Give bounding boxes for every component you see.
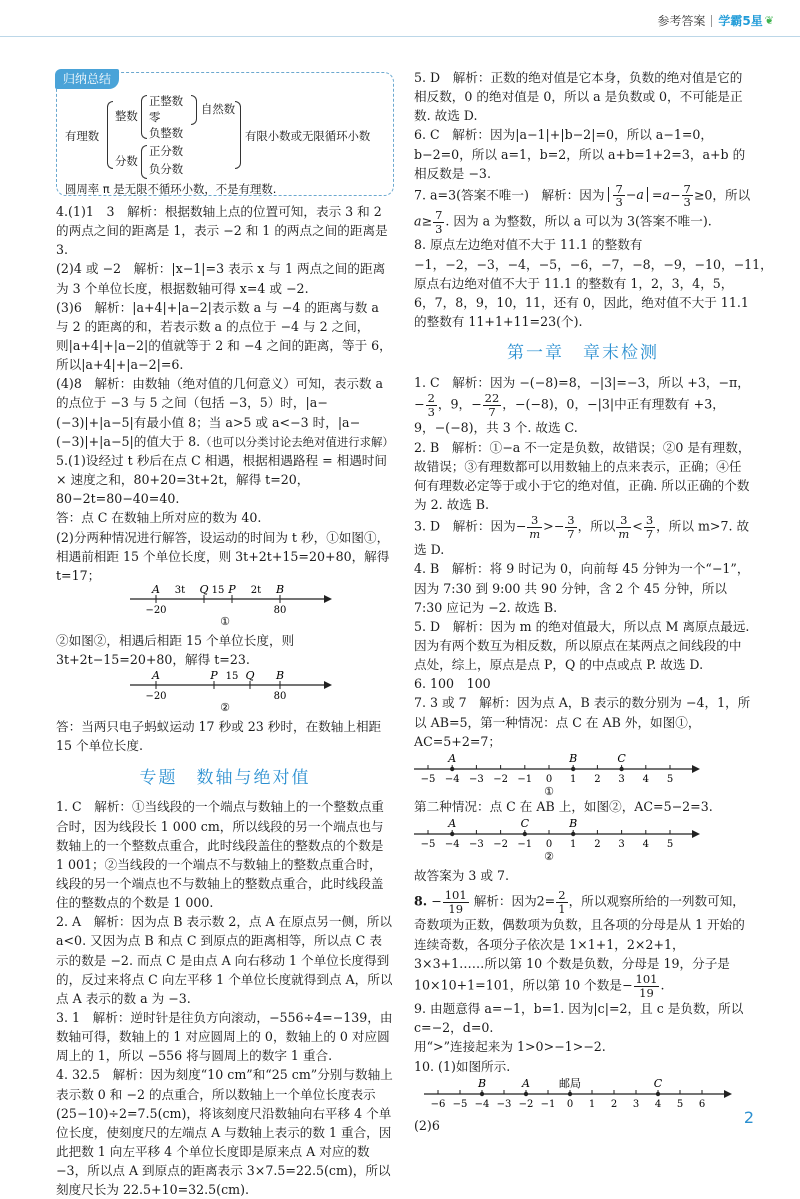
c10f-tick-label: 4 — [654, 1098, 662, 1110]
tree-finite: 有限小数或无限循环小数 — [245, 129, 371, 143]
chapter-answer-2: 2. B 解析：①−a 不一定是负数，故错误；②0 是有理数，故错误；③有理数都可以用数轴上的点来表示，正确；④任何有理数必定等于或小于它的绝对值，正确. 所以正确的个数为 2. 故选 B. — [414, 439, 751, 512]
c7f1-tick-label: −5 — [420, 773, 436, 785]
topic-answer-2: 2. A 解析：因为点 B 表示数 2，点 A 在原点另一侧，所以 a<0. 又因为点 B 和点 C 到原点的距离相等，所以点 C 表示的数是 −2. 而点 C 是由点 A 向右移动 1 个单位长度得到的，反过来将点 C 向左平移 1 个单位长度就得到点 A，所以点 A 表示的数 a 为 −3. — [56, 914, 393, 1006]
c7f2-tick-label: −3 — [469, 839, 484, 851]
header-label: 参考答案 — [657, 13, 706, 28]
chapter-title: 第一章 章末检测 — [507, 343, 659, 364]
page-header — [657, 10, 774, 32]
c10-figure — [414, 1076, 752, 1116]
answer-5-1: 5.(1)设经过 t 秒后在点 C 相遇，根据相遇路程 = 相遇时间 × 速度之和，80+20=3t+2t，解得 t=20，80−2t=80−40=40. — [56, 453, 387, 507]
answer-4-1: 4.(1)1 3 解析：根据数轴上点的位置可知，表示 3 和 2 的两点之间的距离是 1，表示 −2 和 1 的两点之间的距离是 3. — [56, 204, 388, 258]
c10f-tick-label: 1 — [588, 1098, 596, 1110]
frac-7-3: $\frac{7}{3}$ — [615, 181, 623, 210]
answer-4-4-note: （也可以分类讨论去绝对值进行求解） — [200, 434, 394, 449]
c7f1-arrow — [692, 765, 700, 773]
fig1-value-a: −20 — [145, 605, 167, 616]
tree-brace-right — [235, 101, 241, 169]
c7f2-tick-label: −5 — [420, 839, 436, 851]
c10f-tick-label: −2 — [518, 1098, 534, 1110]
fig1-value-b: 80 — [273, 605, 287, 616]
c10f-tick-label: 2 — [610, 1098, 618, 1110]
c7f1-tick-label: 2 — [594, 773, 601, 785]
left-column — [56, 68, 394, 1199]
c10f-point — [480, 1092, 484, 1096]
c7f2-point — [450, 832, 454, 836]
answer-4-2: (2)4 或 −2 解析：|x−1|=3 表示 x 与 1 两点之间的距离为 3 个单位长度，根据数轴可得 x=4 或 −2. — [56, 261, 386, 296]
right-column — [414, 68, 773, 1135]
c10f-tick-label: −4 — [474, 1098, 490, 1110]
frac-101-19-b: $\frac{101}{19}$ — [635, 971, 658, 1000]
c10f-point-label: C — [653, 1076, 663, 1090]
fig2-value-b: 80 — [273, 691, 287, 703]
fig2-value-a: −20 — [145, 691, 167, 703]
fig1-label-p: P — [228, 583, 236, 596]
chapter-answer-1-mid: ，9， — [437, 396, 472, 412]
c7f1-point-label: B — [569, 751, 578, 765]
tree-fraction: 分数 — [115, 154, 138, 168]
chapter-answer-7c: 故答案为 3 或 7. — [414, 868, 510, 884]
answer-r7-tail: . 因为 a 为整数，所以 a 可以为 3(答案不唯一). — [445, 213, 712, 229]
c7f1-point — [619, 767, 623, 771]
header-brand: 学霸5星 — [718, 13, 763, 28]
fig1-label-b: B — [275, 583, 285, 596]
tree-brace-fraction — [141, 145, 147, 179]
c10f-tick-label: 6 — [698, 1098, 706, 1110]
c7f2-tick-label: 0 — [545, 839, 553, 851]
tree-pos-frac: 正分数 — [149, 144, 184, 158]
tree-brace-natural — [191, 95, 197, 125]
c7f2-tick-label: −1 — [517, 839, 533, 851]
tree-brace-main — [107, 101, 113, 169]
answer-5-2: (2)分两种情况进行解答，设运动的时间为 t 秒，①如图①，相遇前相距 15 个单位长度，则 3t+2t+15=20+80，解得 t=17； — [56, 529, 390, 583]
topic-answer-3: 3. 1 解析：逆时针是往负方向滚动，−556÷4=−139，由数轴可得，数轴上的 1 对应圆周上的 0，数轴上的 0 对应圆周上的 1，所以 −556 将与圆周上的数字 1 重合. — [56, 1009, 393, 1064]
tree-pi-note: 圆周率 π 是无限不循环小数，不是有理数. — [65, 182, 277, 196]
fig2-label-a: A — [152, 669, 160, 683]
tree-brace-integer — [141, 95, 147, 139]
frac-101-19: $\frac{101}{19}$ — [444, 888, 467, 916]
tree-neg-frac: 负分数 — [149, 162, 184, 176]
chapter-answer-7b: 第二种情况：点 C 在 AB 上，如图②，AC=5−2=3. — [414, 798, 713, 814]
fig2-label-p: P — [210, 669, 218, 683]
tree-zero: 零 — [149, 110, 161, 124]
c10f-tick-label: 5 — [676, 1098, 684, 1110]
answer-r7-lead: 7. a=3(答案不唯一) 解析：因为 — [414, 187, 605, 203]
c10f-point-label: B — [477, 1076, 487, 1090]
chapter-answer-7: 7. 3 或 7 解析：因为点 A，B 表示的数分别为 −4，1，所以 AB=5，第一种情况：点 C 在 AB 外，如图①，AC=5+2=7； — [414, 695, 751, 749]
answer-5-1-conclusion: 答：点 C 在数轴上所对应的数为 40. — [56, 510, 262, 526]
figure-2-number-line — [56, 669, 394, 715]
c10f-point — [568, 1092, 572, 1096]
c7f2-point — [523, 832, 527, 836]
c7f2-tick-label: 1 — [570, 839, 577, 851]
tree-natural: 自然数 — [201, 102, 236, 116]
fig2-label-q: Q — [245, 669, 255, 683]
topic-answer-1: 1. C 解析：①当线段的一个端点与数轴上的一个整数点重合时，因为线段长 1 000 cm，所以线段的另一个端点也与数轴上的一个整数点重合，此时线段盖住的整数点的个数是 1 001；②当线段的一个端点不与数轴上的整数点重合时，线段的另一个端点也不与数轴上的整数点重合，此时线段盖住的整数点的个数是 1 000. — [56, 799, 384, 911]
chapter-answer-3-lead: 3. D 解析：因为 — [414, 518, 516, 534]
c7f2-tick-label: −4 — [444, 839, 460, 851]
fig1-arrow — [324, 595, 332, 603]
chapter-answer-3-mid: ，所以 — [577, 518, 616, 534]
frac-3-7: $\frac{3}{7}$ — [567, 513, 575, 541]
c7f2-tick-label: 2 — [594, 839, 601, 851]
answer-5-3: ②如图②，相遇后相距 15 个单位长度，则 3t+2t−15=20+80，解得 t=23. — [56, 633, 295, 668]
figure-1-number-line — [56, 583, 394, 628]
tree-neg-int: 负整数 — [149, 126, 184, 140]
fig1-label-3t: 3t — [174, 585, 186, 596]
answer-r6: 6. C 解析：因为|a−1|+|b−2|=0，所以 a−1=0，b−2=0，所以 a=1，b=2，所以 a+b=1+2=3，a+b 的相反数是 −3. — [414, 127, 746, 181]
frac-7-3-c: $\frac{7}{3}$ — [435, 208, 443, 236]
c10-figure-svg — [414, 1076, 752, 1116]
c7f1-tick-label: 3 — [618, 773, 625, 785]
tree-rational: 有理数 — [65, 129, 100, 143]
chapter-answer-9b: 用“>”连接起来为 1>0>−1>−2. — [414, 1039, 606, 1055]
fig2-label-b: B — [275, 669, 285, 683]
c7f2-tick-label: −2 — [493, 839, 508, 851]
c7f1-tick-label: 5 — [666, 773, 674, 785]
tree-pos-int: 正整数 — [149, 94, 184, 108]
answer-r7: 7. a=3(答案不唯一) 解析：因为 $\frac{7}{3}$ −a =a− $\frac{7}{3}$ ≥0，所以 a≥ $\frac{7}{3}$ . 因为 a 为整数，所以 a 可以为 3(答案不唯一). — [414, 181, 751, 236]
c7-figure-1-svg — [414, 751, 752, 797]
c7f1-point-label: A — [448, 751, 457, 765]
c7f2-point-label: A — [448, 817, 457, 831]
c10f-tick-label: −1 — [540, 1098, 556, 1110]
chapter-answer-5: 5. D 解析：因为 m 的绝对值最大，所以点 M 离原点最远. 因为有两个数互为相反数，所以原点在某两点之间线段的中点处，综上，原点是点 P，Q 的中点或点 P. 故选 D. — [414, 618, 750, 673]
fig1-caption: ① — [220, 615, 230, 628]
page-number: 2 — [743, 1107, 754, 1127]
c7f1-tick-label: 4 — [642, 773, 649, 785]
answer-4-4-text: (4)8 解析：由数轴（绝对值的几何意义）可知，表示数 a 的点位于 −3 与 5 之间（包括 −3，5）时，|a−(−3)|+|a−5|有最小值 8；当 a>5 或 a<−3 时，|a−(−3)|+|a−5|的值大于 8. — [56, 376, 384, 449]
answer-4-3: (3)6 解析：|a+4|+|a−2|表示数 a 与 −4 的距离与数 a 与 2 的距离的和，若表示数 a 的点位于 −4 与 2 之间，则|a+4|+|a−2|的值就等于 2 和 −4 之间的距离，等于 6，所以|a+4|+|a−2|=6. — [56, 299, 392, 373]
c10f-point-label: A — [522, 1076, 530, 1090]
fig1-label-q: Q — [199, 583, 209, 596]
answer-4-4 — [56, 374, 394, 451]
c7f2-point-label: C — [520, 817, 530, 831]
chapter-answer-8-lead: 解析：因为 — [473, 893, 537, 909]
c7f2-caption: ② — [544, 850, 554, 864]
chapter-answer-8-body: ，所以观察所给的一列数可知，奇数项为正数，偶数项为负数，且各项的分母是从 1 开始的连续奇数，各项分子依次是 1×1+1，2×2+1，3×3+1……所以第 10 个数是负数，分母是 19，分子是 10×10+1=101，所以第 10 个数是 — [414, 893, 745, 993]
frac-3-m-b: $\frac{3}{m}$ — [618, 513, 630, 541]
c7f2-tick-label: 3 — [618, 839, 625, 851]
c7f1-tick-label: −2 — [493, 773, 508, 785]
fig2-label-15: 15 — [225, 671, 239, 683]
abs-expression: $\frac{7}{3}$ −a — [608, 187, 647, 202]
chapter-answer-3: 3. D 解析：因为− $\frac{3}{m}$ >− $\frac{3}{7}$ ，所以 $\frac{3}{m}$ < $\frac{3}{7}$ ，所以 m>7. 故选 D. — [414, 513, 750, 558]
c7f1-caption: ① — [544, 784, 554, 798]
rational-number-tree — [65, 94, 385, 196]
frac-2-3: $\frac{2}{3}$ — [427, 391, 435, 419]
header-separator — [711, 15, 712, 27]
c10f-tick-label: −5 — [452, 1098, 468, 1110]
c10f-arrow — [724, 1090, 732, 1098]
c10f-point-label: 邮局 — [559, 1076, 581, 1090]
c7f1-point — [450, 767, 454, 771]
header-rule — [0, 36, 800, 37]
fig1-label-a: A — [152, 583, 160, 596]
chapter-answer-9: 9. 由题意得 a=−1，b=1. 因为|c|=2，且 c 是负数，所以 c=−2，d=0. — [414, 1001, 744, 1036]
c7f1-tick-label: −4 — [444, 773, 460, 785]
figure-1-svg — [56, 583, 394, 628]
c7-figure-2-svg — [414, 816, 752, 862]
frac-2-1: $\frac{2}{1}$ — [558, 888, 566, 916]
frac-7-3-b: $\frac{7}{3}$ — [683, 181, 691, 210]
c10f-point — [524, 1092, 528, 1096]
c7f1-point — [571, 767, 575, 771]
fig1-label-15: 15 — [211, 585, 225, 596]
c7f2-tick-label: 4 — [642, 839, 649, 851]
chapter-answer-3-tail: ，所以 m>7. 故选 D. — [414, 518, 750, 558]
chapter-answer-8: 8. − $\frac{101}{19}$ 解析：因为2= $\frac{2}{1}$ ，所以观察所给的一列数可知，奇数项为正数，偶数项为负数，且各项的分母是从 1 开始的连续奇数，各项分子依次是 1×1+1，2×2+1，3×3+1……所以第 10 个数是负数，分母是 19，分子是 10×10+1=101，所以第 10 个数是− $\frac{101}{19}$ . — [414, 888, 745, 1000]
c10f-point — [656, 1092, 660, 1096]
answer-r7-mid: ≥0，所以 — [693, 187, 751, 203]
c7f1-tick-label: 1 — [570, 773, 577, 785]
chapter-answer-6: 6. 100 100 — [414, 676, 491, 692]
summary-tag: 归纳总结 — [55, 69, 119, 89]
summary-box — [56, 72, 394, 196]
c7f1-tick-label: 0 — [545, 773, 553, 785]
c7-figure-2 — [414, 816, 752, 862]
chapter-answer-4: 4. B 解析：将 9 时记为 0，向前每 45 分钟为一个“−1”，因为 7:30 到 9:00 共 90 分钟，含 2 个 45 分钟，所以 7:30 应记为 −2. 故选 B. — [414, 561, 750, 615]
c10f-tick-label: −6 — [430, 1098, 446, 1110]
chapter-answer-10: 10. (1)如图所示. — [414, 1058, 511, 1074]
figure-2-svg — [56, 669, 394, 715]
answer-5-4: 答：当两只电子蚂蚁运动 17 秒或 23 秒时，在数轴上相距 15 个单位长度. — [56, 719, 382, 754]
c7f2-point — [571, 832, 575, 836]
frac-3-7-b: $\frac{3}{7}$ — [645, 513, 654, 541]
answer-r8: 8. 原点左边绝对值不大于 11.1 的整数有 −1，−2，−3，−4，−5，−6，−7，−8，−9，−10，−11，原点右边绝对值不大于 11.1 的整数有 1，2，3，4，5，6，7，8，9，10，11，还有 0，因此，绝对值不大于 11.1 的整数有 11+1+11=23(个). — [414, 237, 773, 329]
chapter-answer-1-tail: ，−(−8)，0，−|3|中正有理数有 +3，9，−(−8)，共 3 个. 故选 C. — [414, 396, 725, 436]
chapter-answer-1-lead: 1. C 解析：因为 −(−8)=8，−|3|=−3，所以 +3，−π， — [414, 374, 750, 390]
chapter-answer-1: 1. C 解析：因为 −(−8)=8，−|3|=−3，所以 +3，−π，− $\frac{2}{3}$ ，9，− $\frac{22}{7}$ ，−(−8)，0，−|3|中正有理数有 +3，9，−(−8)，共 3 个. 故选 C. — [414, 374, 750, 436]
fig1-label-2t: 2t — [250, 585, 262, 596]
tree-integer: 整数 — [115, 109, 138, 123]
topic-title: 专题 数轴与绝对值 — [139, 767, 311, 788]
c7f1-tick-label: −3 — [469, 773, 484, 785]
fig2-arrow — [324, 681, 332, 689]
chapter-answer-10-2: (2)6 — [414, 1117, 440, 1133]
fig2-caption: ② — [220, 701, 230, 715]
answer-r5: 5. D 解析：正数的绝对值是它本身，负数的绝对值是它的相反数，0 的绝对值是 0，所以 a 是负数或 0，不可能是正数. 故选 D. — [414, 70, 743, 124]
c7f2-arrow — [692, 830, 700, 838]
leaf-icon: ❦ — [764, 13, 774, 27]
c10f-tick-label: 3 — [632, 1098, 640, 1110]
frac-3-m: $\frac{3}{m}$ — [529, 513, 541, 541]
topic-answer-4: 4. 32.5 解析：因为刻度“10 cm”和“25 cm”分别与数轴上表示数 0 和 −2 的点重合，所以数轴上一个单位长度表示(25−10)÷2=7.5(cm)，将该刻度尺沿数轴向右平移 4 个单位长度，使刻度尺的左端点 A 与数轴上表示的数 1 重合，因此把数 1 向左平移 4 个单位长度即是原来点 A 对应的数 −3，所以点 A 到原点的距离表示 3×7.5=22.5(cm)，所以刻度尺长为 22.5+10=32.5(cm). — [56, 1067, 393, 1198]
c7f1-point-label: C — [617, 751, 626, 765]
frac-22-7: $\frac{22}{7}$ — [484, 391, 500, 419]
c7f2-tick-label: 5 — [666, 839, 674, 851]
c10f-tick-label: −3 — [496, 1098, 512, 1110]
c7f1-tick-label: −1 — [517, 773, 533, 785]
c10f-tick-label: 0 — [566, 1098, 574, 1110]
c7f2-point-label: B — [569, 817, 578, 831]
c7-figure-1 — [414, 751, 752, 797]
